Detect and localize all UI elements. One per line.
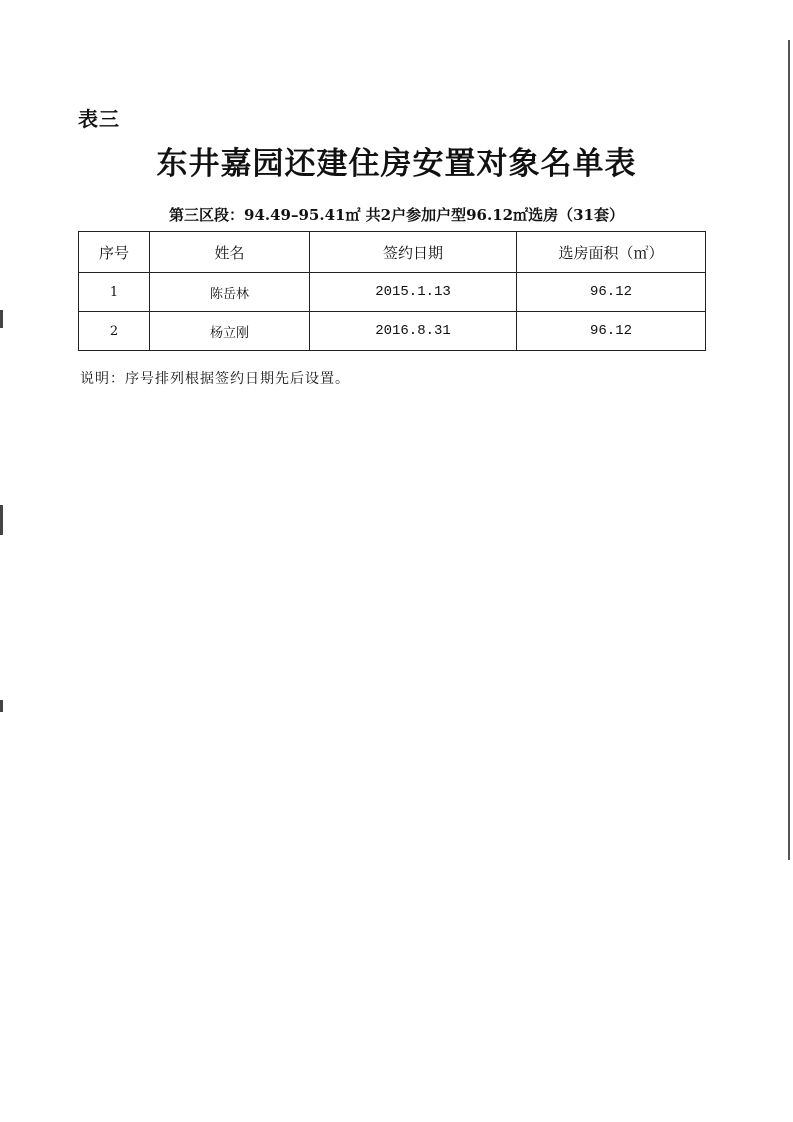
resettlement-table (78, 231, 706, 351)
table-row (79, 273, 706, 312)
row-number: 2 (79, 312, 150, 351)
table-label: 表三 (78, 107, 120, 131)
row-name: 陈岳林 (150, 273, 310, 312)
row-area: 96.12 (517, 273, 706, 312)
document-title: 东井嘉园还建住房安置对象名单表 (156, 146, 637, 182)
column-header-number: 序号 (79, 232, 150, 273)
scan-edge-line (788, 40, 790, 860)
row-date: 2016.8.31 (310, 312, 517, 351)
column-header-name: 姓名 (150, 232, 310, 273)
scan-mark (0, 310, 3, 328)
row-name: 杨立刚 (150, 312, 310, 351)
table-header-row (79, 232, 706, 273)
document-subtitle: 第三区段：94.49–95.41㎡ 共2户参加户型96.12㎡选房（31套） (169, 206, 624, 224)
column-header-area: 选房面积（㎡） (517, 232, 706, 273)
row-number: 1 (79, 273, 150, 312)
scan-mark (0, 505, 3, 535)
document-note: 说明：序号排列根据签约日期先后设置。 (80, 371, 350, 387)
row-date: 2015.1.13 (310, 273, 517, 312)
row-area: 96.12 (517, 312, 706, 351)
table-row (79, 312, 706, 351)
column-header-date: 签约日期 (310, 232, 517, 273)
scan-mark (0, 700, 3, 712)
